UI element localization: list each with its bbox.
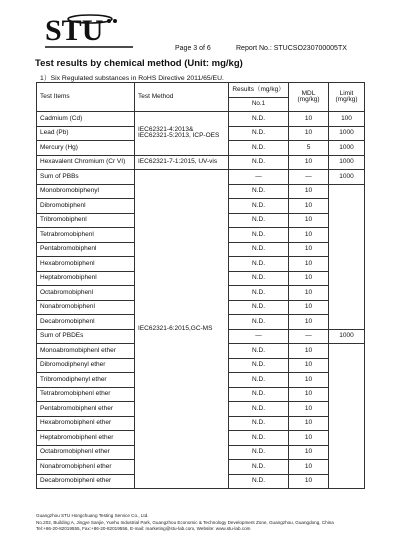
- footer-company: Guangzhou STU Hongchuang Testing Service Co., Ltd.: [36, 513, 149, 518]
- table-row: [37, 112, 365, 127]
- table-header-row: [37, 83, 365, 98]
- row-result: N.D.: [229, 126, 289, 141]
- row-item: Hexabromobiphenl: [37, 257, 135, 272]
- row-mdl: 5: [289, 141, 329, 156]
- row-result: N.D.: [229, 460, 289, 475]
- row-result: N.D.: [229, 300, 289, 315]
- row-item: Monoabromobiphenl ether: [37, 344, 135, 359]
- row-item: Tribromobiphenl: [37, 213, 135, 228]
- row-item: Hexavalent Chromium (Cr VI): [37, 155, 135, 170]
- method-gcms: IEC62321-6:2015,GC-MS: [135, 170, 229, 489]
- row-result: N.D.: [229, 358, 289, 373]
- row-item: Dibromodiphenyl ether: [37, 358, 135, 373]
- row-mdl: 10: [289, 286, 329, 301]
- row-item: Pentabromobiphenl: [37, 242, 135, 257]
- row-mdl: 10: [289, 474, 329, 489]
- row-item: Octabromobiphenl: [37, 286, 135, 301]
- row-mdl: 10: [289, 358, 329, 373]
- logo-letters: STU: [45, 14, 104, 47]
- row-mdl: 10: [289, 271, 329, 286]
- section-title: Test results by chemical method (Unit: mg/kg): [35, 58, 243, 69]
- row-result: N.D.: [229, 257, 289, 272]
- header-results: Results（mg/kg）: [229, 83, 289, 98]
- row-mdl: 10: [289, 373, 329, 388]
- row-result: N.D.: [229, 474, 289, 489]
- row-item: Decabromobiphenl ether: [37, 474, 135, 489]
- row-item: Monobromobiphenyl: [37, 184, 135, 199]
- row-mdl: 10: [289, 112, 329, 127]
- row-item: Sum of PBBs: [37, 170, 135, 185]
- row-result: N.D.: [229, 402, 289, 417]
- row-item: Lead (Pb): [37, 126, 135, 141]
- row-result: —: [229, 170, 289, 185]
- method-chromium: IEC62321-7-1:2015, UV-vis: [135, 155, 229, 170]
- row-mdl: 10: [289, 155, 329, 170]
- row-limit: 100: [329, 112, 365, 127]
- row-result: N.D.: [229, 271, 289, 286]
- section-subtitle: 1）Six Regulated substances in RoHS Directive 2011/65/EU.: [40, 75, 224, 82]
- row-result: N.D.: [229, 184, 289, 199]
- row-item: Tetrabromobiphenl ether: [37, 387, 135, 402]
- header-mdl-label: MDL: [301, 89, 316, 97]
- pbde-limit-blank: [329, 344, 365, 489]
- report-number: Report No.: STUCSO230700005TX: [236, 45, 347, 52]
- row-mdl: 10: [289, 126, 329, 141]
- row-mdl: 10: [289, 445, 329, 460]
- logo-dot-right: [113, 19, 117, 23]
- row-limit: 1000: [329, 141, 365, 156]
- row-mdl: 10: [289, 213, 329, 228]
- pbb-limit-blank: [329, 184, 365, 329]
- row-limit: 1000: [329, 170, 365, 185]
- row-mdl: 10: [289, 315, 329, 330]
- row-result: N.D.: [229, 315, 289, 330]
- row-mdl: 10: [289, 242, 329, 257]
- row-mdl: —: [289, 170, 329, 185]
- row-item: Pentabromobiphenl ether: [37, 402, 135, 417]
- row-item: Cadmium (Cd): [37, 112, 135, 127]
- row-item: Nonabromobiphenl ether: [37, 460, 135, 475]
- row-mdl: 10: [289, 387, 329, 402]
- row-mdl: 10: [289, 300, 329, 315]
- row-item: Heptabromobiphenl: [37, 271, 135, 286]
- row-result: N.D.: [229, 387, 289, 402]
- row-result: N.D.: [229, 242, 289, 257]
- footer-contact: Tel:+86-20-82019555, Fax:+86-20-82019556, E-mail: marketing@stu-lab.com, Website: www.stu-lab.com: [36, 526, 251, 532]
- row-result: N.D.: [229, 213, 289, 228]
- header-test-items: Test Items: [37, 83, 135, 112]
- row-result: N.D.: [229, 141, 289, 156]
- row-result: N.D.: [229, 344, 289, 359]
- row-mdl: —: [289, 329, 329, 344]
- header-mdl-unit: (mg/kg): [297, 96, 320, 103]
- row-result: N.D.: [229, 445, 289, 460]
- row-result: N.D.: [229, 431, 289, 446]
- row-mdl: 10: [289, 402, 329, 417]
- header-mdl: [289, 83, 329, 112]
- page-number: Page 3 of 6: [175, 45, 211, 52]
- header-limit-label: Limit: [339, 89, 354, 97]
- row-result: N.D.: [229, 199, 289, 214]
- row-mdl: 10: [289, 344, 329, 359]
- header-test-method: Test Method: [135, 83, 229, 112]
- row-mdl: 10: [289, 416, 329, 431]
- row-limit: 1000: [329, 155, 365, 170]
- row-limit: 1000: [329, 329, 365, 344]
- row-mdl: 10: [289, 199, 329, 214]
- row-item: Nonabromobiphenl: [37, 300, 135, 315]
- row-item: Dibromobiphenl: [37, 199, 135, 214]
- row-mdl: 10: [289, 184, 329, 199]
- header-limit-unit: (mg/kg): [335, 96, 358, 103]
- table-row: [37, 155, 365, 170]
- row-item: Octabromobiphenl ether: [37, 445, 135, 460]
- row-result: N.D.: [229, 373, 289, 388]
- row-result: —: [229, 329, 289, 344]
- row-result: N.D.: [229, 416, 289, 431]
- header-limit: [329, 83, 365, 112]
- results-table: [36, 82, 365, 489]
- footer-address: No.202, Building A, Jingye Sanjie, Yuehu Industrial Park, Guangzhou Economic & Technology Development Zone, Guangzhou, Guangdong, China: [36, 519, 334, 525]
- row-item: Sum of PBDEs: [37, 329, 135, 344]
- row-result: N.D.: [229, 286, 289, 301]
- row-mdl: 10: [289, 431, 329, 446]
- row-item: Tetrabromobiphenl: [37, 228, 135, 243]
- header-sample-no: No.1: [229, 97, 289, 112]
- row-item: Mercury (Hg): [37, 141, 135, 156]
- row-limit: 1000: [329, 126, 365, 141]
- row-item: Heptabromobiphenl ether: [37, 431, 135, 446]
- method-heavy-metals: IEC62321-4:2013& IEC62321-5:2013, ICP-OES: [135, 112, 229, 156]
- table-row: [37, 170, 365, 185]
- row-item: Tribromodiphenyl ether: [37, 373, 135, 388]
- row-result: N.D.: [229, 112, 289, 127]
- row-item: Hexabromobiphenl ether: [37, 416, 135, 431]
- row-mdl: 10: [289, 257, 329, 272]
- row-item: Decabromobiphenl: [37, 315, 135, 330]
- page-footer: [36, 513, 334, 533]
- row-mdl: 10: [289, 228, 329, 243]
- row-result: N.D.: [229, 228, 289, 243]
- row-mdl: 10: [289, 460, 329, 475]
- logo-dot-left: [107, 19, 111, 23]
- row-result: N.D.: [229, 155, 289, 170]
- stu-logo: [43, 12, 135, 50]
